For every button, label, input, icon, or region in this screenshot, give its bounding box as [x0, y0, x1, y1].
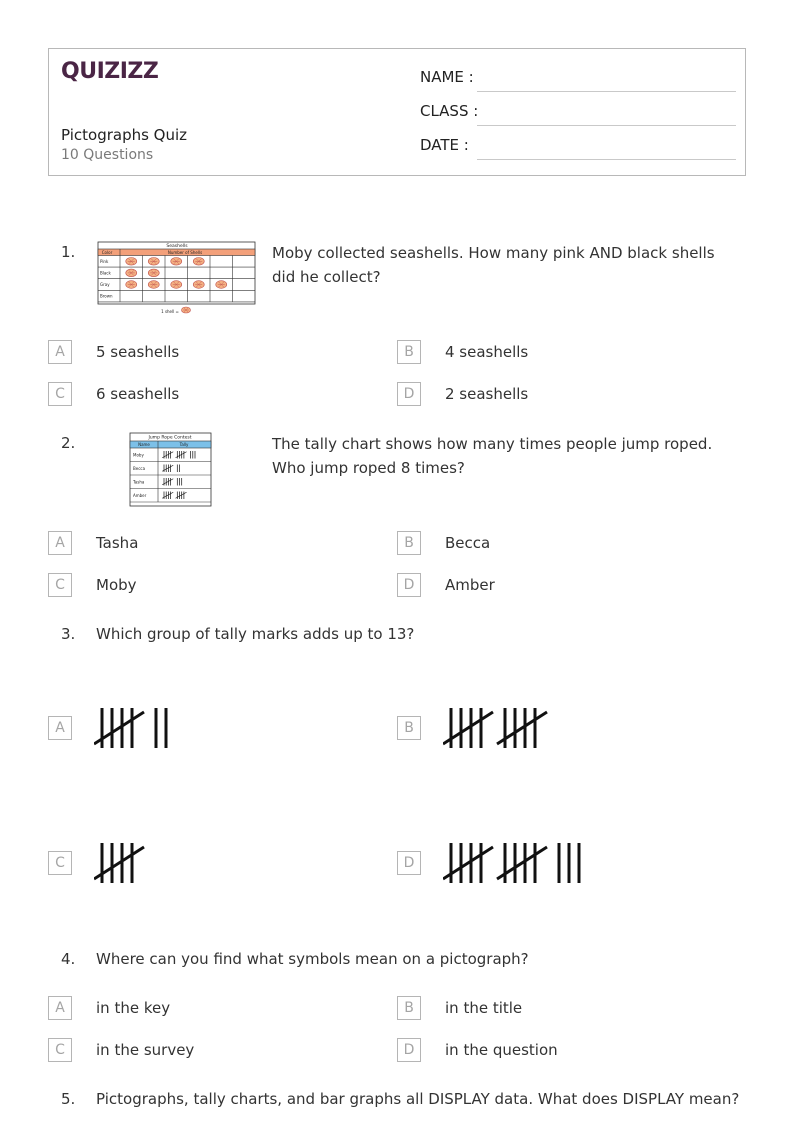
quiz-title: Pictographs Quiz: [61, 126, 188, 144]
shell-icon: [148, 281, 159, 289]
shell-icon: [126, 281, 137, 289]
seashells-pictograph: [97, 240, 257, 318]
class-line: [477, 125, 736, 126]
shell-icon: [148, 269, 159, 277]
quiz-question-count: 10 Questions: [61, 147, 154, 163]
col-header-count: Number of Shells: [167, 250, 203, 255]
option-text[interactable]: Amber: [445, 576, 495, 594]
question-text: Moby collected seashells. How many pink AND black shells did he collect?: [272, 244, 715, 286]
option-text[interactable]: in the title: [445, 999, 523, 1017]
question-text: Where can you find what symbols mean on a pictograph?: [96, 950, 529, 968]
date-label: DATE :: [420, 136, 469, 154]
shell-icon: [193, 281, 204, 289]
shell-icon: [171, 281, 182, 289]
date-line: [477, 159, 736, 160]
option-letter-b[interactable]: B: [397, 996, 421, 1020]
question-text: Which group of tally marks adds up to 13?: [96, 625, 415, 643]
question-number: 4.: [61, 950, 76, 968]
tally-row-label: Moby: [133, 452, 144, 458]
option-text[interactable]: 4 seashells: [445, 343, 529, 361]
option-text[interactable]: in the survey: [96, 1041, 195, 1059]
option-letter-b[interactable]: B: [397, 340, 421, 364]
option-letter-a[interactable]: A: [48, 531, 72, 555]
option-letter-a[interactable]: A: [48, 996, 72, 1020]
class-field[interactable]: [420, 102, 736, 126]
shell-icon: [148, 258, 159, 266]
pictograph-row-label: Black: [100, 270, 111, 276]
col-header-name: Name: [138, 442, 150, 447]
option-letter-a[interactable]: A: [48, 716, 72, 740]
option-text[interactable]: 6 seashells: [96, 385, 180, 403]
option-letter-c[interactable]: C: [48, 1038, 72, 1062]
tally-marks-option-b[interactable]: [443, 704, 643, 754]
key-shell-icon: [182, 307, 191, 313]
tally-chart-title: Jump Rope Contest: [148, 435, 192, 441]
option-letter-b[interactable]: B: [397, 531, 421, 555]
question-text: Pictographs, tally charts, and bar graphs all DISPLAY data. What does DISPLAY mean?: [96, 1090, 740, 1108]
option-text[interactable]: 2 seashells: [445, 385, 529, 403]
option-text[interactable]: Tasha: [96, 534, 139, 552]
option-letter-b[interactable]: B: [397, 716, 421, 740]
option-letter-a[interactable]: A: [48, 340, 72, 364]
pictograph-row-label: Pink: [100, 258, 109, 264]
name-field[interactable]: [420, 68, 736, 92]
option-text[interactable]: Moby: [96, 576, 137, 594]
col-header-tally: Tally: [179, 442, 189, 447]
shell-icon: [216, 281, 227, 289]
question-text: The tally chart shows how many times people jump roped. Who jump roped 8 times?: [272, 435, 713, 477]
option-text[interactable]: 5 seashells: [96, 343, 180, 361]
tally-row-label: Tasha: [133, 479, 145, 485]
name-label: NAME :: [420, 68, 474, 86]
option-letter-c[interactable]: C: [48, 382, 72, 406]
pictograph-row-label: Gray: [100, 282, 110, 287]
pictograph-title: Seashells: [166, 244, 188, 249]
class-label: CLASS :: [420, 102, 479, 120]
quizizz-logo: QUIZIZZ: [61, 59, 159, 84]
option-text[interactable]: Becca: [445, 534, 491, 552]
tally-marks-option-c[interactable]: [94, 839, 254, 889]
tally-marks-option-d[interactable]: [443, 839, 643, 889]
question-number: 5.: [61, 1090, 76, 1108]
option-letter-c[interactable]: C: [48, 573, 72, 597]
question-number: 1.: [61, 243, 76, 261]
question-number: 2.: [61, 434, 76, 452]
tally-row-label: Amber: [133, 492, 147, 498]
col-header-color: Color: [101, 250, 113, 255]
name-line: [477, 91, 736, 92]
quiz-header: [48, 48, 746, 176]
date-field[interactable]: [420, 136, 736, 160]
pictograph-row-label: Brown: [100, 293, 113, 299]
shell-icon: [193, 258, 204, 266]
option-letter-d[interactable]: D: [397, 573, 421, 597]
option-letter-d[interactable]: D: [397, 382, 421, 406]
shell-icon: [126, 269, 137, 277]
option-letter-d[interactable]: D: [397, 1038, 421, 1062]
option-text[interactable]: in the question: [445, 1041, 558, 1059]
pictograph-key: 1 shell =: [161, 309, 179, 314]
option-text[interactable]: in the key: [96, 999, 171, 1017]
tally-marks-option-a[interactable]: [94, 704, 254, 754]
question-number: 3.: [61, 625, 76, 643]
option-letter-d[interactable]: D: [397, 851, 421, 875]
option-letter-c[interactable]: C: [48, 851, 72, 875]
jump-rope-tally-chart: [129, 432, 213, 508]
shell-icon: [171, 258, 182, 266]
tally-row-label: Becca: [133, 465, 146, 471]
shell-icon: [126, 258, 137, 266]
